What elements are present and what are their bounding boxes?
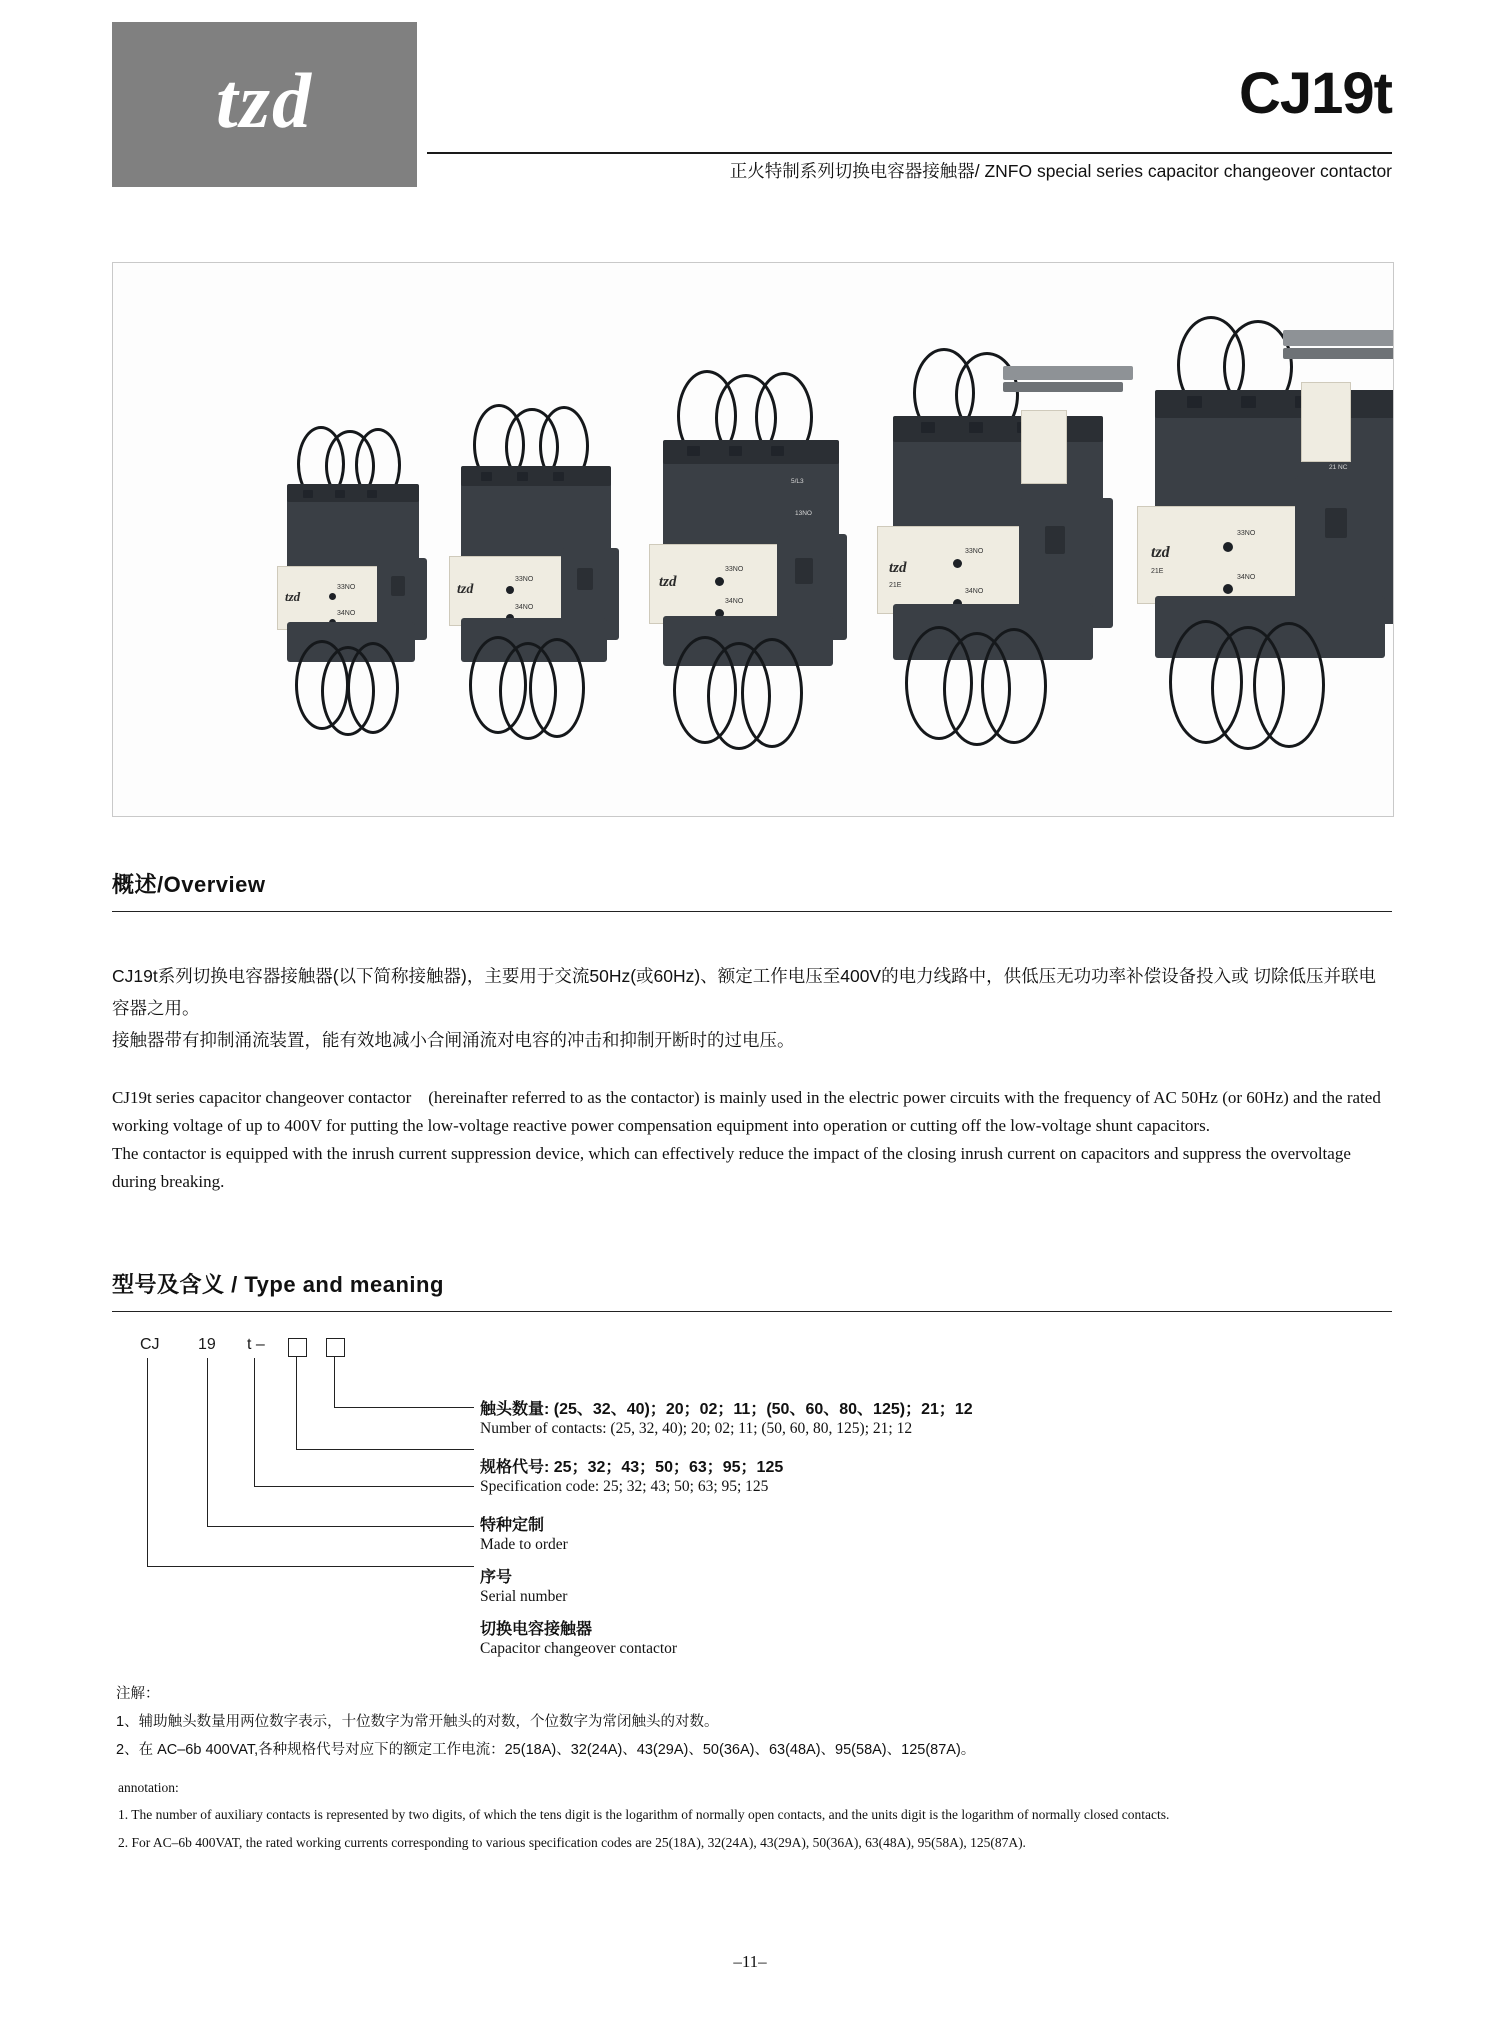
definition-contactor-en: Capacitor changeover contactor — [480, 1640, 678, 1657]
unit4-mark-34no: 34NO — [965, 588, 984, 595]
contactor-unit-2 — [443, 404, 648, 764]
annotation-cn-2: 2、在 AC–6b 400VAT,各种规格代号对应下的额定工作电流：25(18A)、32(24A)、43(29A)、50(36A)、63(48A)、95(58A)、125(87A)。 — [116, 1742, 976, 1758]
definition-spec-cn: 规格代号: 25；32；43；50；63；95；125 — [480, 1459, 784, 1476]
leader-contactor-vertical — [147, 1358, 148, 1566]
page-title: CJ19t — [1239, 61, 1392, 126]
contactor-unit-1 — [273, 426, 448, 756]
definition-made-cn: 特种定制 — [480, 1517, 545, 1534]
unit3-face-logo: tzd — [659, 574, 677, 590]
header-right — [427, 22, 1392, 187]
overview-en-paragraph-2: The contactor is equipped with the inrush current suppression device, which can effectively reduce the impact of the closing inrush current on capacitors and suppress the overvoltage during breaking. — [112, 1144, 1351, 1191]
leader-made-horizontal — [254, 1486, 474, 1487]
definition-contacts-en: Number of contacts: (25, 32, 40); 20; 02; 11; (50, 60, 80, 125); 21; 12 — [480, 1420, 913, 1437]
brand-logo — [112, 22, 417, 187]
annotation-cn-1: 1、辅助触头数量用两位数字表示，十位数字为常开触头的对数，个位数字为常闭触头的对数。 — [116, 1714, 719, 1730]
overview-en-paragraph-1: CJ19t series capacitor changeover contactor (hereinafter referred to as the contactor) is mainly used in the electric power circuits with the frequency of AC 50Hz (or 60Hz) and the rated working voltage of up to 400V for putting the low-voltage reactive power compensation equipment into operation or cutting off the low-voltage shunt capacitors. — [112, 1088, 1381, 1135]
unit2-mark-33no: 33NO — [515, 576, 534, 583]
overview-body — [112, 960, 1392, 1196]
overview-heading-en: /Overview — [157, 872, 266, 897]
page-number: –11– — [733, 1952, 767, 1971]
code-t: t – — [247, 1336, 265, 1353]
unit3-mark-33no: 33NO — [725, 566, 744, 573]
overview-section — [112, 868, 1392, 912]
leader-serial-vertical — [207, 1358, 208, 1526]
page-header — [112, 22, 1392, 192]
code-box-contacts — [326, 1338, 345, 1357]
annotation-en-1: 1. The number of auxiliary contacts is represented by two digits, of which the tens digit is the logarithm of normally open contacts, and the units digit is the logarithm of normally closed contacts. — [118, 1807, 1170, 1822]
type-meaning-section — [112, 1268, 1392, 1312]
unit5-mark-21nc: 21 NC — [1329, 464, 1348, 471]
annotation-en-2: 2. For AC–6b 400VAT, the rated working currents corresponding to various specification codes are 25(18A), 32(24A), 43(29A), 50(36A), 63(48A), 95(58A), 125(87A). — [118, 1835, 1026, 1850]
definition-contacts-cn: 触头数量: (25、32、40)；20；02；11；(50、60、80、125)；21；12 — [480, 1401, 973, 1418]
leader-contactor-horizontal — [147, 1566, 474, 1567]
overview-divider — [112, 911, 1392, 912]
unit5-mark-34no: 34NO — [1237, 574, 1256, 581]
unit4-face-logo: tzd — [889, 560, 907, 576]
annotations-title-en: annotation: — [118, 1780, 179, 1795]
definition-spec-en: Specification code: 25; 32; 43; 50; 63; 95; 125 — [480, 1478, 769, 1495]
type-meaning-divider — [112, 1311, 1392, 1312]
annotations-section — [112, 1680, 1392, 1854]
unit3-mark-34no: 34NO — [725, 598, 744, 605]
header-subtitle: 正火特制系列切换电容器接触器/ ZNFO special series capacitor changeover contactor — [729, 161, 1392, 181]
code-box-spec — [288, 1338, 307, 1357]
leader-spec-vertical — [296, 1357, 297, 1449]
leader-spec-horizontal — [296, 1449, 474, 1450]
leader-contacts-vertical — [334, 1357, 335, 1407]
logo-text: tzd — [215, 56, 314, 144]
contactor-unit-4 — [873, 348, 1148, 778]
unit2-face-logo: tzd — [457, 582, 474, 597]
contactor-unit-3: 5/L3 13NO tzd 33NO 34NO — [643, 370, 883, 770]
code-19: 19 — [198, 1336, 216, 1353]
leader-made-vertical — [254, 1358, 255, 1486]
type-meaning-heading — [112, 1268, 1392, 1299]
unit5-face-logo: tzd — [1151, 544, 1170, 561]
overview-cn-paragraph-1: CJ19t系列切换电容器接触器(以下简称接触器)，主要用于交流50Hz(或60Hz)、额定工作电压至400V的电力线路中，供低压无功功率补偿设备投入或 切除低压并联电容器之用。 — [112, 966, 1376, 1018]
definition-contactor-cn: 切换电容接触器 — [480, 1621, 593, 1638]
overview-heading-cn: 概述 — [112, 872, 158, 897]
definition-serial-cn: 序号 — [480, 1569, 513, 1586]
unit1-mark-34no: 34NO — [337, 610, 356, 617]
header-divider — [427, 152, 1392, 154]
definition-serial-en: Serial number — [480, 1588, 568, 1605]
overview-heading — [112, 868, 1392, 899]
type-meaning-heading-en: / Type and meaning — [231, 1272, 444, 1297]
type-code-diagram — [112, 1330, 1392, 1657]
type-meaning-heading-cn: 型号及含义 — [112, 1272, 225, 1297]
unit4-mark-33no: 33NO — [965, 548, 984, 555]
unit1-mark-33no: 33NO — [337, 584, 356, 591]
unit5-mark-33no: 33NO — [1237, 530, 1256, 537]
leader-contacts-horizontal — [334, 1407, 474, 1408]
annotations-title-cn: 注解： — [116, 1686, 160, 1702]
unit5-mark-21e: 21E — [1151, 568, 1164, 575]
definition-made-en: Made to order — [480, 1536, 568, 1553]
contactor-unit-5 — [1133, 316, 1394, 786]
unit2-mark-34no: 34NO — [515, 604, 534, 611]
page-footer — [0, 1952, 1500, 1972]
product-photo-panel — [112, 262, 1394, 817]
leader-serial-horizontal — [207, 1526, 474, 1527]
overview-cn-paragraph-2: 接触器带有抑制涌流装置，能有效地减小合闸涌流对电容的冲击和抑制开断时的过电压。 — [112, 1030, 795, 1050]
unit1-face-logo: tzd — [285, 589, 301, 604]
unit4-mark-21e: 21E — [889, 582, 902, 589]
code-cj: CJ — [140, 1336, 160, 1353]
